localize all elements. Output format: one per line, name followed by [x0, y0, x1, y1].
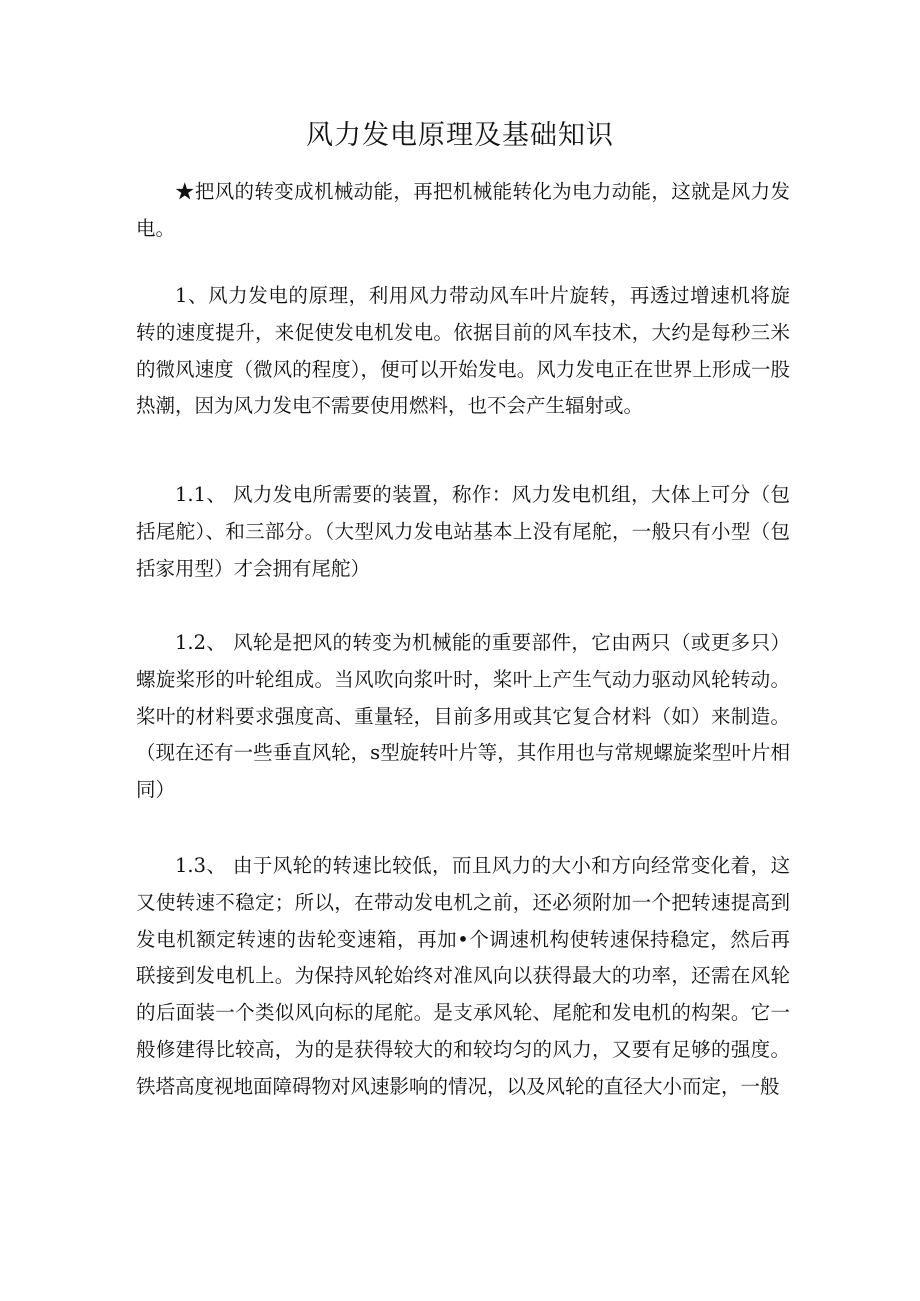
- paragraph-intro: ★把风的转变成机械动能，再把机械能转化为电力动能，这就是风力发电。: [136, 180, 790, 240]
- paragraph-1-3: 1.3、 由于风轮的转速比较低，而且风力的大小和方向经常变化着，这又使转速不稳定；所以，在带动发电机之前，还必须附加一个把转速提高到发电机额定转速的齿轮变速箱，再加•个调速机构使转速保持稳定，然后再联接到发电机上。为保持风轮始终对准风向以获得最大的功率，还需在风轮的后面装一个类似风向标的尾舵。是支承风轮、尾舵和发电机的构架。它一般修建得比较高，为的是获得较大的和较均匀的风力，又要有足够的强度。铁塔高度视地面障碍物对风速影响的情况，以及风轮的直径大小而定，一般: [136, 854, 790, 1098]
- paragraph-1-2: 1.2、 风轮是把风的转变为机械能的重要部件，它由两只（或更多只）螺旋桨形的叶轮组成。当风吹向浆叶时，桨叶上产生气动力驱动风轮转动。桨叶的材料要求强度高、重量轻，目前多用或其它复合材料（如）来制造。（现在还有一些垂直风轮，s型旋转叶片等，其作用也与常规螺旋桨型叶片相同）: [136, 631, 790, 802]
- paragraph-1-1: 1.1、 风力发电所需要的装置，称作：风力发电机组，大体上可分（包括尾舵）、和三部分。（大型风力发电站基本上没有尾舵，一般只有小型（包括家用型）才会拥有尾舵）: [136, 483, 790, 580]
- paragraph-1: 1、风力发电的原理，利用风力带动风车叶片旋转，再透过增速机将旋转的速度提升，来促使发电机发电。依据目前的风车技术，大约是每秒三米的微风速度（微风的程度），便可以开始发电。风力发电正在世界上形成一股热潮，因为风力发电不需要使用燃料，也不会产生辐射或。: [136, 284, 790, 418]
- document-title: 风力发电原理及基础知识: [306, 120, 614, 151]
